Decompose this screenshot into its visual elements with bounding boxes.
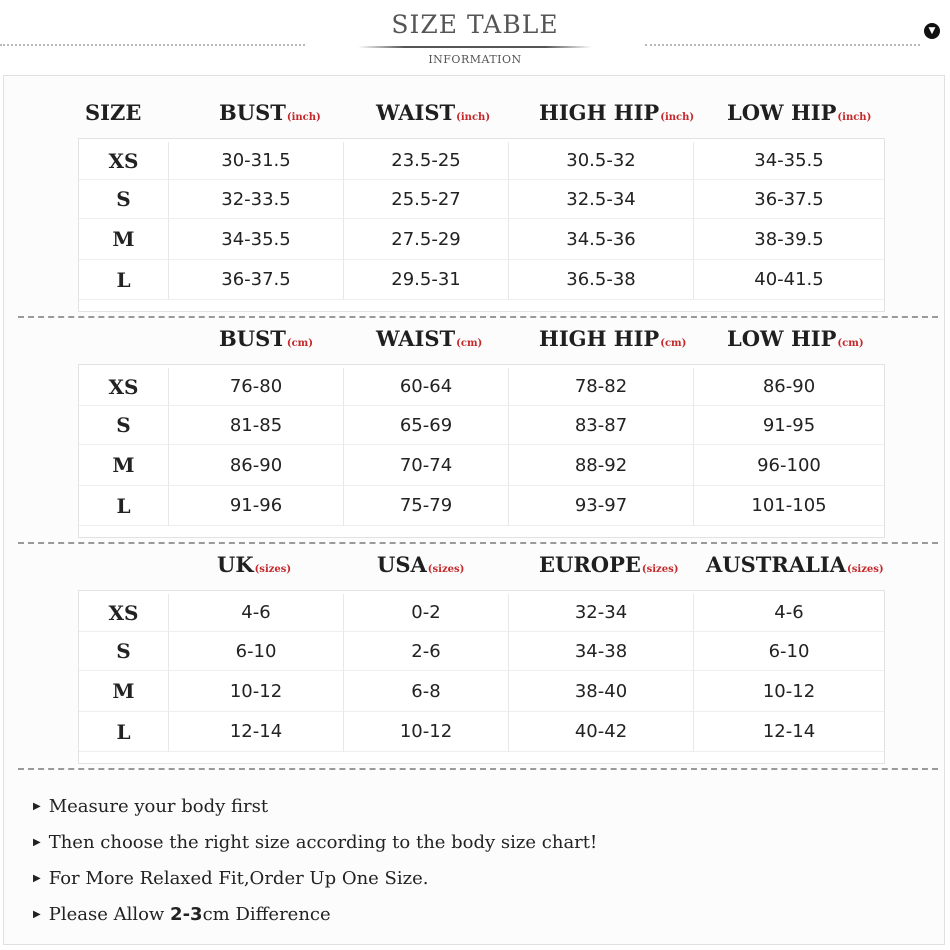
note-text-end: cm Difference <box>202 904 331 925</box>
header-unit: (cm) <box>456 338 483 349</box>
value-cell: 32-34 <box>509 594 694 632</box>
table-row <box>79 406 884 445</box>
header-label: EUROPE <box>539 552 641 577</box>
table-row <box>79 671 884 712</box>
table-row <box>79 486 884 526</box>
size-cell: XS <box>79 594 169 632</box>
header-label: AUSTRALIA <box>706 552 847 577</box>
header-label: BUST <box>219 326 286 351</box>
header-unit: (sizes) <box>254 564 292 575</box>
value-cell: 34-35.5 <box>694 142 884 180</box>
value-cell: 38-40 <box>509 671 694 712</box>
value-cell: 86-90 <box>694 368 884 406</box>
size-cell: XS <box>79 142 169 180</box>
value-cell: 91-96 <box>169 486 344 526</box>
chevron-down-icon[interactable]: ▼ <box>924 23 940 39</box>
regional-size-table <box>78 590 885 764</box>
header-label: HIGH HIP <box>539 100 660 125</box>
header-europe <box>539 552 678 577</box>
value-cell: 29.5-31 <box>344 260 509 300</box>
value-cell: 86-90 <box>169 445 344 486</box>
value-cell: 4-6 <box>694 594 884 632</box>
value-cell: 78-82 <box>509 368 694 406</box>
table-row <box>79 594 884 632</box>
triangle-right-icon: ▶ <box>33 909 41 920</box>
header-label: LOW HIP <box>727 100 837 125</box>
header-high-hip-cm <box>539 326 686 351</box>
table-row <box>79 445 884 486</box>
size-cell: L <box>79 712 169 752</box>
value-cell: 10-12 <box>344 712 509 752</box>
header-usa <box>377 552 464 577</box>
header-dotted-rule-right <box>645 44 920 46</box>
header-australia <box>706 552 884 577</box>
value-cell: 34-38 <box>509 632 694 671</box>
value-cell: 30.5-32 <box>509 142 694 180</box>
value-cell: 101-105 <box>694 486 884 526</box>
section-divider <box>18 542 938 544</box>
header-unit: (cm) <box>286 338 313 349</box>
table-row <box>79 712 884 752</box>
header-label: USA <box>377 552 427 577</box>
note-text: Please Allow <box>48 904 171 925</box>
header-unit: (inch) <box>286 112 321 123</box>
table-row <box>79 142 884 180</box>
size-cell: L <box>79 486 169 526</box>
size-cell: M <box>79 671 169 712</box>
header-high-hip-inch <box>539 100 694 125</box>
value-cell: 0-2 <box>344 594 509 632</box>
section-divider <box>18 316 938 318</box>
size-cell: S <box>79 180 169 219</box>
value-cell: 88-92 <box>509 445 694 486</box>
size-column-label: SIZE <box>85 100 142 125</box>
value-cell: 12-14 <box>694 712 884 752</box>
header-unit: (sizes) <box>427 564 465 575</box>
value-cell: 34-35.5 <box>169 219 344 260</box>
size-cell: S <box>79 632 169 671</box>
value-cell: 83-87 <box>509 406 694 445</box>
section-divider <box>18 768 938 770</box>
value-cell: 76-80 <box>169 368 344 406</box>
header-unit: (inch) <box>660 112 695 123</box>
note-text: Then choose the right size according to the body size chart! <box>48 832 598 853</box>
value-cell: 6-10 <box>694 632 884 671</box>
table-row <box>79 260 884 300</box>
cm-measurement-table <box>78 364 885 538</box>
header-label: BUST <box>219 100 286 125</box>
value-cell: 36.5-38 <box>509 260 694 300</box>
triangle-right-icon: ▶ <box>33 837 41 848</box>
value-cell: 6-8 <box>344 671 509 712</box>
triangle-right-icon: ▶ <box>33 873 41 884</box>
value-cell: 96-100 <box>694 445 884 486</box>
triangle-right-icon: ▶ <box>33 801 41 812</box>
page-title: SIZE TABLE <box>391 10 559 39</box>
header-bust-inch <box>219 100 321 125</box>
value-cell: 40-41.5 <box>694 260 884 300</box>
table-row <box>79 368 884 406</box>
value-cell: 6-10 <box>169 632 344 671</box>
header-waist-cm <box>376 326 482 351</box>
note-text: For More Relaxed Fit,Order Up One Size. <box>48 868 429 889</box>
header-label: HIGH HIP <box>539 326 660 351</box>
table-row <box>79 180 884 219</box>
value-cell: 75-79 <box>344 486 509 526</box>
header-dotted-rule-left <box>0 44 305 46</box>
header-label: LOW HIP <box>727 326 837 351</box>
value-cell: 23.5-25 <box>344 142 509 180</box>
note-emphasis: 2-3 <box>170 904 203 925</box>
size-cell: M <box>79 445 169 486</box>
table-row <box>79 632 884 671</box>
size-cell: M <box>79 219 169 260</box>
note-item <box>33 796 268 817</box>
header-label: WAIST <box>376 100 456 125</box>
value-cell: 93-97 <box>509 486 694 526</box>
value-cell: 25.5-27 <box>344 180 509 219</box>
header-label: WAIST <box>376 326 456 351</box>
value-cell: 38-39.5 <box>694 219 884 260</box>
size-cell: S <box>79 406 169 445</box>
header-uk <box>217 552 291 577</box>
value-cell: 10-12 <box>694 671 884 712</box>
value-cell: 32-33.5 <box>169 180 344 219</box>
header-unit: (sizes) <box>847 564 884 575</box>
page-subtitle: INFORMATION <box>428 53 522 66</box>
header-bust-cm <box>219 326 313 351</box>
value-cell: 10-12 <box>169 671 344 712</box>
size-cell: L <box>79 260 169 300</box>
value-cell: 12-14 <box>169 712 344 752</box>
value-cell: 4-6 <box>169 594 344 632</box>
value-cell: 81-85 <box>169 406 344 445</box>
header-unit: (inch) <box>456 112 491 123</box>
inch-measurement-table <box>78 138 885 312</box>
value-cell: 36-37.5 <box>169 260 344 300</box>
header-low-hip-cm <box>727 326 864 351</box>
header-low-hip-inch <box>727 100 871 125</box>
note-item <box>33 868 429 889</box>
value-cell: 65-69 <box>344 406 509 445</box>
header-unit: (sizes) <box>641 564 679 575</box>
header-waist-inch <box>376 100 490 125</box>
header-unit: (cm) <box>837 338 864 349</box>
value-cell: 30-31.5 <box>169 142 344 180</box>
value-cell: 91-95 <box>694 406 884 445</box>
value-cell: 60-64 <box>344 368 509 406</box>
table-row <box>79 219 884 260</box>
value-cell: 27.5-29 <box>344 219 509 260</box>
value-cell: 36-37.5 <box>694 180 884 219</box>
size-cell: XS <box>79 368 169 406</box>
header-unit: (cm) <box>660 338 687 349</box>
note-item <box>33 832 597 853</box>
header-divider <box>358 46 592 48</box>
note-text: Measure your body first <box>48 796 269 817</box>
header-label: UK <box>217 552 254 577</box>
header-unit: (inch) <box>837 112 872 123</box>
value-cell: 70-74 <box>344 445 509 486</box>
note-item <box>33 904 331 925</box>
value-cell: 32.5-34 <box>509 180 694 219</box>
value-cell: 2-6 <box>344 632 509 671</box>
value-cell: 34.5-36 <box>509 219 694 260</box>
value-cell: 40-42 <box>509 712 694 752</box>
